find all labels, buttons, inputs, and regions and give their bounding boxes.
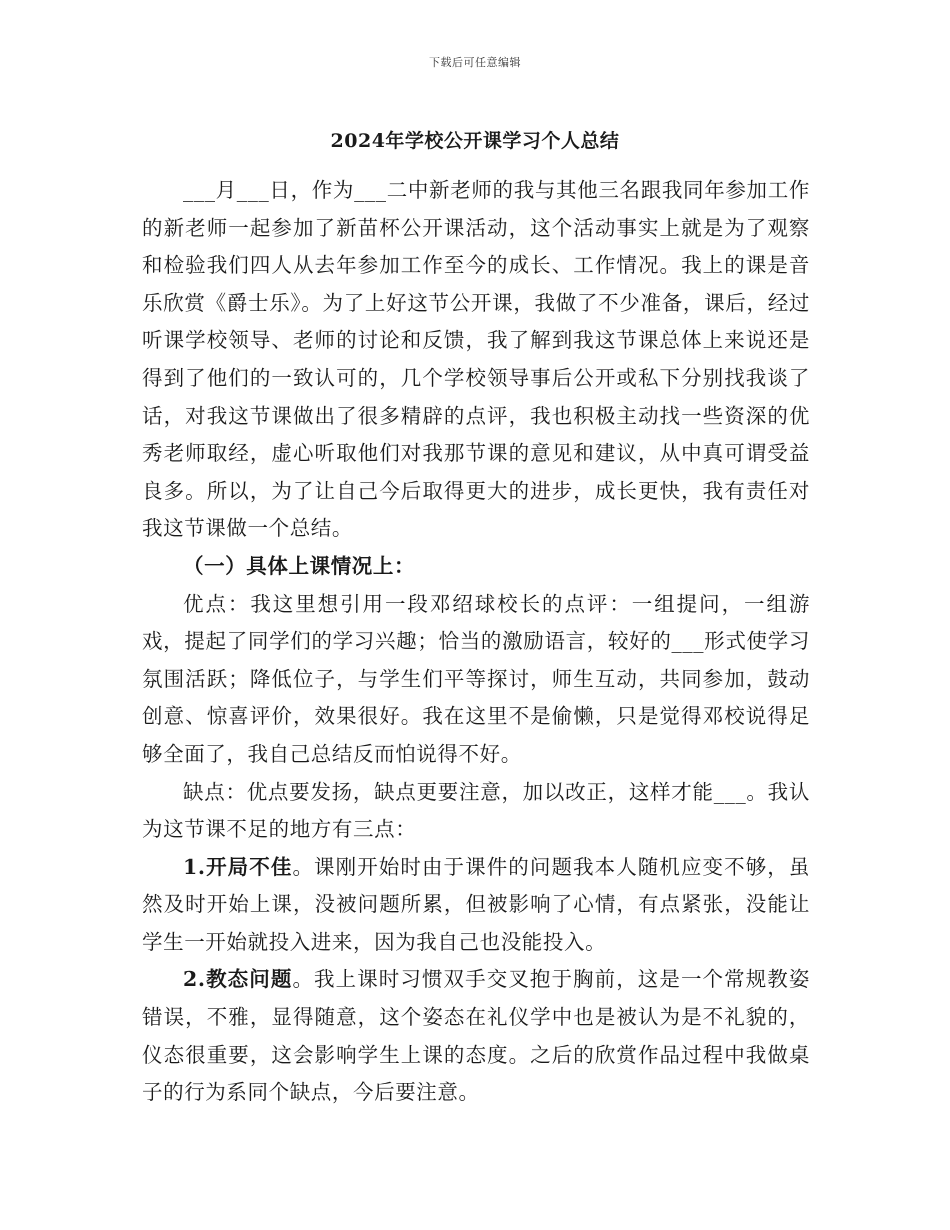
strengths-paragraph: 优点：我这里想引用一段邓绍球校长的点评：一组提问，一组游戏，提起了同学们的学习兴趣；恰当的激励语言，较好的___形式使学习氛围活跃；降低位子，与学生们平等探讨，师生互动，共同参加，鼓动创意、惊喜评价，效果很好。我在这里不是偷懒，只是觉得邓校说得足够全面了，我自己总结反而怕说得不好。 (142, 591, 810, 766)
point-2-paragraph (142, 961, 810, 1111)
point-1-paragraph (142, 849, 810, 962)
document-title: 2024年学校公开课学习个人总结 (330, 130, 620, 152)
weaknesses-paragraph: 缺点：优点要发扬，缺点更要注意，加以改正，这样才能___。我认为这节课不足的地方有三点： (142, 779, 810, 842)
point-1-label: 1.开局不佳 (183, 854, 293, 879)
section-heading: （一）具体上课情况上： (183, 553, 416, 578)
page-header-note: 下载后可任意编辑 (429, 56, 521, 69)
point-1-text: 。课刚开始时由于课件的问题我本人随机应变不够，虽然及时开始上课，没被问题所累，但被影响了心情，有点紧张，没能让学生一开始就投入进来，因为我自己也没能投入。 (142, 854, 810, 954)
document-body (142, 172, 810, 1112)
point-2-text: 。我上课时习惯双手交叉抱于胸前，这是一个常规教姿错误，不雅，显得随意，这个姿态在礼仪学中也是被认为是不礼貌的，仪态很重要，这会影响学生上课的态度。之后的欣赏作品过程中我做桌子的行为系同个缺点，今后要注意。 (142, 967, 810, 1105)
point-2-label: 2.教态问题 (183, 967, 293, 992)
intro-paragraph: ___月___日，作为___二中新老师的我与其他三名跟我同年参加工作的新老师一起参加了新苗杯公开课活动，这个活动事实上就是为了观察和检验我们四人从去年参加工作至今的成长、工作情况。我上的课是音乐欣赏《爵士乐》。为了上好这节公开课，我做了不少准备，课后，经过听课学校领导、老师的讨论和反馈，我了解到我这节课总体上来说还是得到了他们的一致认可的，几个学校领导事后公开或私下分别找我谈了话，对我这节课做出了很多精辟的点评，我也积极主动找一些资深的优秀老师取经，虚心听取他们对我那节课的意见和建议，从中真可谓受益良多。所以，为了让自己今后取得更大的进步，成长更快，我有责任对我这节课做一个总结。 (142, 178, 810, 541)
